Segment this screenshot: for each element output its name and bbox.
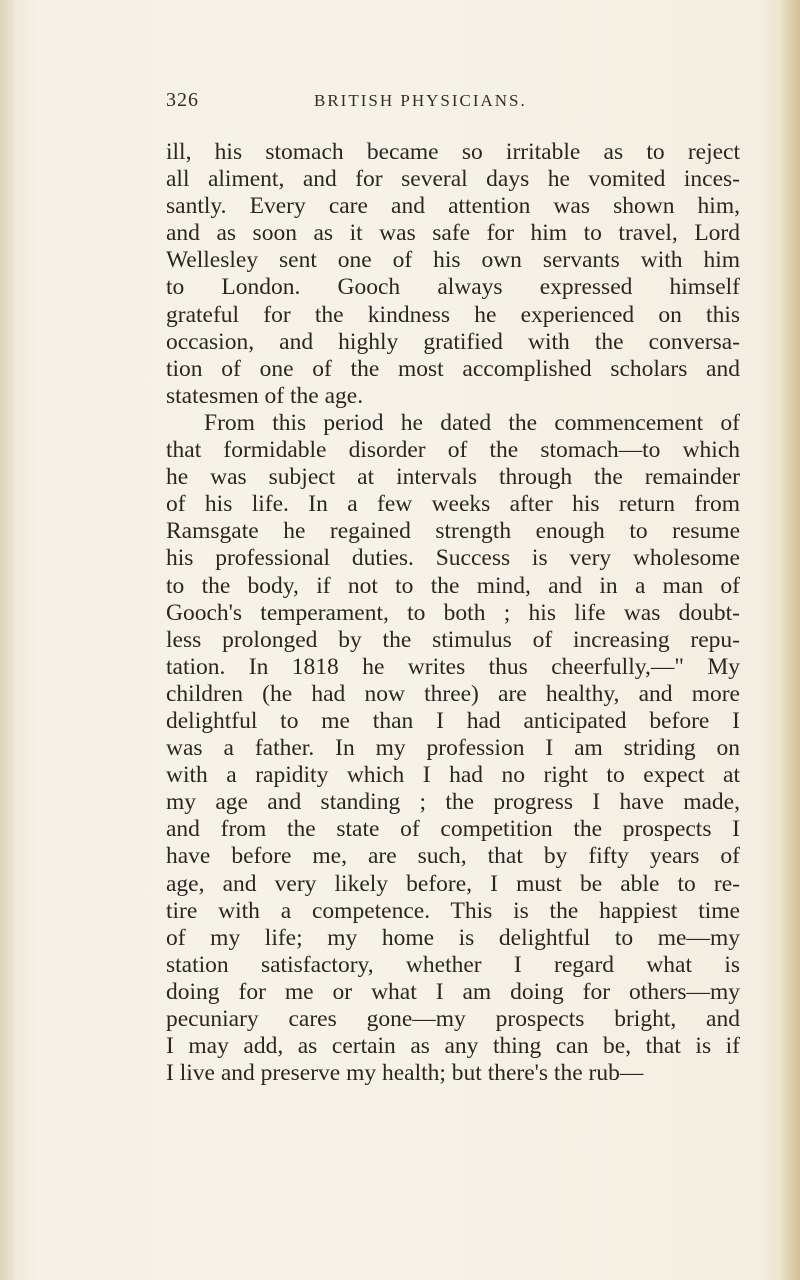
text-line: my age and standing ; the progress I have made, [166, 789, 740, 816]
text-line: occasion, and highly gratified with the conversa- [166, 328, 740, 355]
text-line: statesmen of the age. [166, 382, 364, 409]
text-line: of his life. In a few weeks after his return from [166, 491, 740, 518]
text-line: grateful for the kindness he experienced on this [166, 301, 740, 328]
text-line: was a father. In my profession I am striding on [166, 735, 740, 762]
text-line: ill, his stomach became so irritable as to reject [166, 139, 740, 165]
text-line: and from the state of competition the prospects I [166, 816, 740, 843]
text-line: to London. Gooch always expressed himself [166, 274, 740, 301]
text-line: have before me, are such, that by fifty years of [166, 843, 740, 870]
page-header [166, 89, 740, 117]
text-line: pecuniary cares gone—my prospects bright, and [166, 1006, 740, 1032]
text-line: he was subject at intervals through the remainder [166, 464, 740, 491]
text-line: station satisfactory, whether I regard what is [166, 951, 740, 978]
text-line: doing for me or what I am doing for others—my [166, 978, 740, 1005]
text-line: to the body, if not to the mind, and in a man of [166, 572, 740, 599]
text-line: tire with a competence. This is the happiest time [166, 897, 740, 924]
body-text [166, 139, 740, 1087]
text-line: santly. Every care and attention was shown him, [166, 193, 740, 220]
text-line: tion of one of the most accomplished scholars and [166, 355, 740, 382]
text-line: less prolonged by the stimulus of increasing repu- [166, 626, 740, 653]
text-line: From this period he dated the commencement of [204, 409, 740, 436]
text-line: tation. In 1818 he writes thus cheerfully,—" My [166, 653, 740, 680]
text-line: Ramsgate he regained strength enough to resume [166, 518, 740, 545]
text-line: I may add, as certain as any thing can be, that is if [166, 1033, 740, 1060]
running-title: BRITISH PHYSICIANS. [314, 91, 527, 110]
text-line: Gooch's temperament, to both ; his life was doubt- [166, 599, 740, 626]
page-left-edge [0, 0, 14, 1280]
text-line: delightful to me than I had anticipated before I [166, 707, 740, 734]
text-line: with a rapidity which I had no right to expect at [166, 762, 740, 789]
text-line: I live and preserve my health; but there's the rub— [166, 1060, 644, 1087]
page-right-edge [778, 0, 800, 1280]
text-line: Wellesley sent one of his own servants with him [166, 247, 740, 274]
text-line: and as soon as it was safe for him to travel, Lord [166, 220, 740, 247]
text-line: his professional duties. Success is very wholesome [166, 545, 740, 572]
text-line: age, and very likely before, I must be able to re- [166, 870, 740, 897]
text-line: all aliment, and for several days he vomited inces- [166, 166, 740, 193]
text-line: that formidable disorder of the stomach—to which [166, 437, 740, 464]
text-line: of my life; my home is delightful to me—my [166, 924, 740, 951]
page-number: 326 [166, 89, 199, 111]
text-line: children (he had now three) are healthy, and more [166, 680, 740, 707]
